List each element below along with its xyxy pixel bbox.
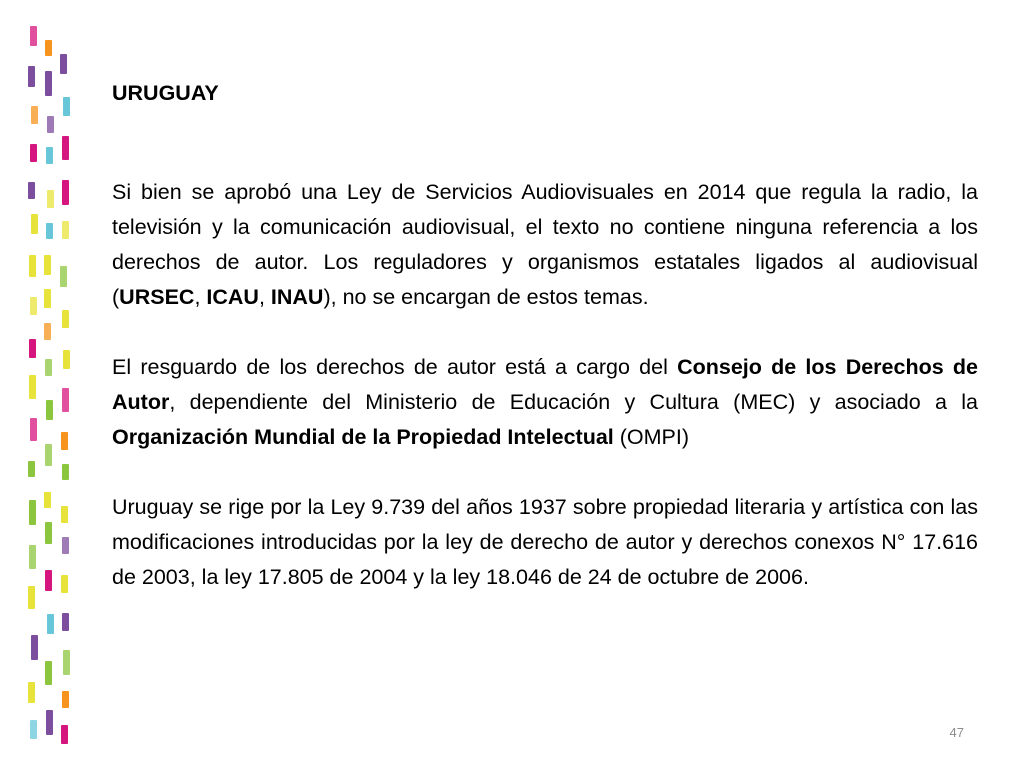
bold-term-council: Consejo de los Derechos de Autor bbox=[112, 355, 978, 414]
decorative-bar bbox=[45, 522, 52, 544]
decorative-bar bbox=[47, 116, 54, 133]
decorative-bar bbox=[44, 289, 51, 308]
decorative-bar bbox=[45, 570, 52, 591]
paragraph-copyright-council bbox=[112, 350, 978, 455]
decorative-bar bbox=[44, 492, 51, 508]
decorative-bar bbox=[28, 182, 35, 199]
decorative-bar bbox=[60, 54, 67, 74]
decorative-bar bbox=[62, 464, 69, 480]
bold-term-icau: ICAU bbox=[206, 285, 259, 309]
decorative-bar bbox=[46, 223, 53, 239]
slide-content bbox=[112, 76, 978, 595]
decorative-bar bbox=[44, 323, 51, 340]
decorative-bar bbox=[44, 255, 51, 275]
decorative-bar bbox=[31, 214, 38, 234]
decorative-bar bbox=[45, 444, 52, 466]
paragraph-audiovisual-law bbox=[112, 175, 978, 315]
decorative-bar bbox=[45, 40, 52, 56]
decorative-bar bbox=[45, 661, 52, 685]
decorative-bar bbox=[46, 400, 53, 420]
decorative-bar bbox=[47, 190, 54, 208]
decorative-bar bbox=[63, 350, 70, 369]
bold-term-ursec: URSEC bbox=[119, 285, 195, 309]
decorative-bar bbox=[28, 682, 35, 703]
decorative-bar bbox=[46, 710, 53, 735]
decorative-bar bbox=[60, 266, 67, 287]
decorative-bar bbox=[62, 180, 69, 205]
decorative-bar bbox=[62, 388, 69, 412]
decorative-bar bbox=[28, 586, 35, 609]
decorative-bar bbox=[29, 545, 36, 569]
decorative-bar bbox=[63, 650, 70, 675]
page-number: 47 bbox=[949, 725, 964, 740]
decorative-bar bbox=[31, 106, 38, 124]
separator: , bbox=[258, 285, 271, 309]
decorative-bar bbox=[30, 144, 37, 162]
paragraph-law-9739: Uruguay se rige por la Ley 9.739 del años 1937 sobre propiedad literaria y artística con las modificaciones introducidas por la ley de derecho de autor y derechos conexos N° 17.616 de 2003, la ley 17.805 de 2004 y la ley 18.046 de 24 de octubre de 2006. bbox=[112, 495, 978, 589]
decorative-bar bbox=[63, 97, 70, 116]
decorative-bar bbox=[29, 255, 36, 277]
paragraph-text: (OMPI) bbox=[613, 425, 690, 449]
decorative-bar bbox=[45, 359, 52, 376]
decorative-bar bbox=[45, 71, 52, 96]
decorative-bar bbox=[30, 297, 37, 315]
decorative-bar bbox=[62, 691, 69, 708]
decorative-bar bbox=[30, 26, 37, 46]
decorative-bar bbox=[62, 136, 69, 160]
decorative-bar bbox=[62, 613, 69, 631]
decorative-bar bbox=[30, 720, 37, 739]
bold-term-ompi: Organización Mundial de la Propiedad Intelectual bbox=[112, 425, 614, 449]
paragraph-text: , dependiente del Ministerio de Educación y Cultura (MEC) y asociado a la bbox=[169, 390, 978, 414]
decorative-bar bbox=[61, 506, 68, 523]
separator: , bbox=[194, 285, 207, 309]
slide-title: URUGUAY bbox=[112, 81, 219, 105]
bold-term-inau: INAU bbox=[270, 285, 324, 309]
decorative-bar bbox=[62, 221, 69, 239]
paragraph-text: El resguardo de los derechos de autor está a cargo del bbox=[112, 355, 678, 379]
decorative-bar bbox=[31, 635, 38, 660]
decorative-bar bbox=[61, 432, 68, 450]
paragraph-text: Si bien se aprobó una Ley de Servicios Audiovisuales en 2014 que regula la radio, la televisión y la comunicación audiovisual, el texto no contiene ninguna referencia a los derechos de autor. Los reguladores y organismos estatales ligados al audiovisual ( bbox=[112, 180, 978, 309]
decorative-bar bbox=[46, 147, 53, 164]
decorative-bar bbox=[28, 66, 35, 87]
decorative-bar bbox=[62, 537, 69, 554]
decorative-bar bbox=[62, 310, 69, 328]
paragraph-text: ), no se encargan de estos temas. bbox=[323, 285, 649, 309]
decorative-bar bbox=[61, 725, 68, 744]
decorative-bar bbox=[29, 375, 36, 399]
decorative-color-strip bbox=[0, 0, 90, 768]
decorative-bar bbox=[28, 461, 35, 477]
decorative-bar bbox=[29, 339, 36, 358]
decorative-bar bbox=[61, 575, 68, 593]
decorative-bar bbox=[30, 418, 37, 441]
decorative-bar bbox=[29, 500, 36, 525]
decorative-bar bbox=[47, 614, 54, 634]
